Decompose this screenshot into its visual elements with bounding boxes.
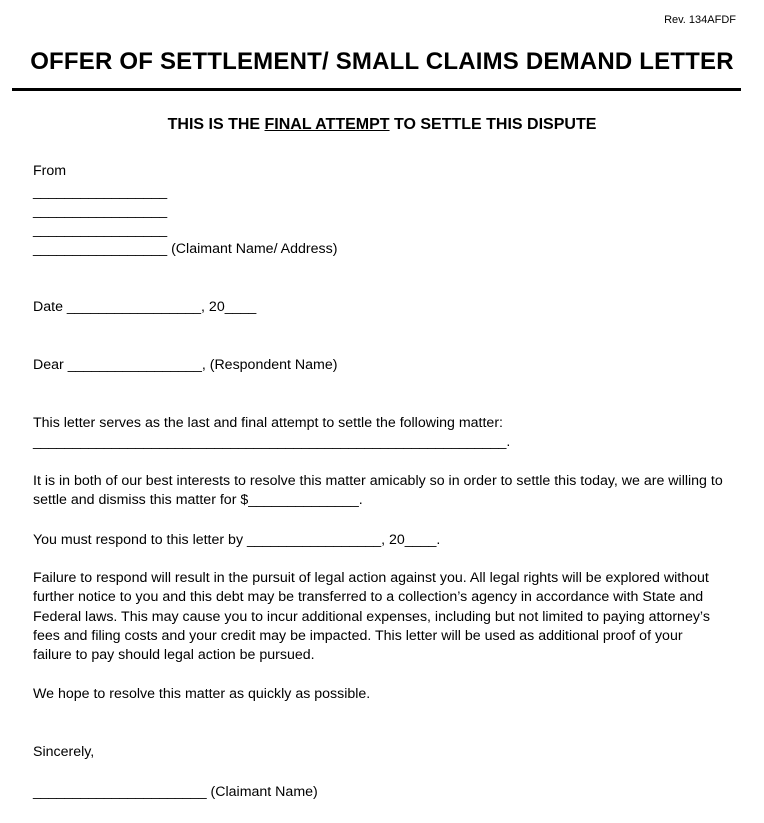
dear-line[interactable]: Dear _________________, (Respondent Name) xyxy=(33,357,338,373)
document-subtitle xyxy=(0,116,764,134)
closing: Sincerely, xyxy=(33,744,95,760)
respond-by-line[interactable]: You must respond to this letter by _________________, 20____. xyxy=(33,532,441,548)
signature-line[interactable]: ______________________ (Claimant Name) xyxy=(33,784,318,800)
offer-paragraph: It is in both of our best interests to resolve this matter amicably so in order to settle this today, we are willing to settle and dismiss this matter for $______________. xyxy=(33,473,723,509)
from-line-3[interactable]: _________________ xyxy=(33,222,168,238)
from-line-4 xyxy=(33,240,337,259)
subtitle-pre: THIS IS THE xyxy=(167,116,265,133)
claimant-address-blank[interactable]: _________________ xyxy=(33,241,168,257)
revision-code: Rev. 134AFDF xyxy=(664,14,736,26)
from-line-2[interactable]: _________________ xyxy=(33,203,168,219)
hope-paragraph: We hope to resolve this matter as quickly as possible. xyxy=(33,686,371,702)
subtitle-emphasis: FINAL ATTEMPT xyxy=(264,116,390,133)
subtitle-post: TO SETTLE THIS DISPUTE xyxy=(389,116,597,133)
claimant-address-note: (Claimant Name/ Address) xyxy=(167,241,338,257)
matter-intro: This letter serves as the last and final attempt to settle the following matter: xyxy=(33,415,503,431)
document-title: OFFER OF SETTLEMENT/ SMALL CLAIMS DEMAND LETTER xyxy=(30,48,734,75)
failure-paragraph: Failure to respond will result in the pursuit of legal action against you. All legal rights will be explored without further notice to you and this debt may be transferred to a collection’s agency in accordance with State and Federal laws. This may cause you to incur additional expenses, including but not limited to paying attorney’s fees and filing costs and your credit may be impacted. This letter will be used as additional proof of your failure to pay should legal action be pursued. xyxy=(33,570,710,664)
matter-blank[interactable]: ____________________________________________________________. xyxy=(33,434,511,450)
title-divider xyxy=(12,88,741,91)
from-label: From xyxy=(33,163,67,179)
date-line[interactable]: Date _________________, 20____ xyxy=(33,299,257,315)
from-line-1[interactable]: _________________ xyxy=(33,184,168,200)
